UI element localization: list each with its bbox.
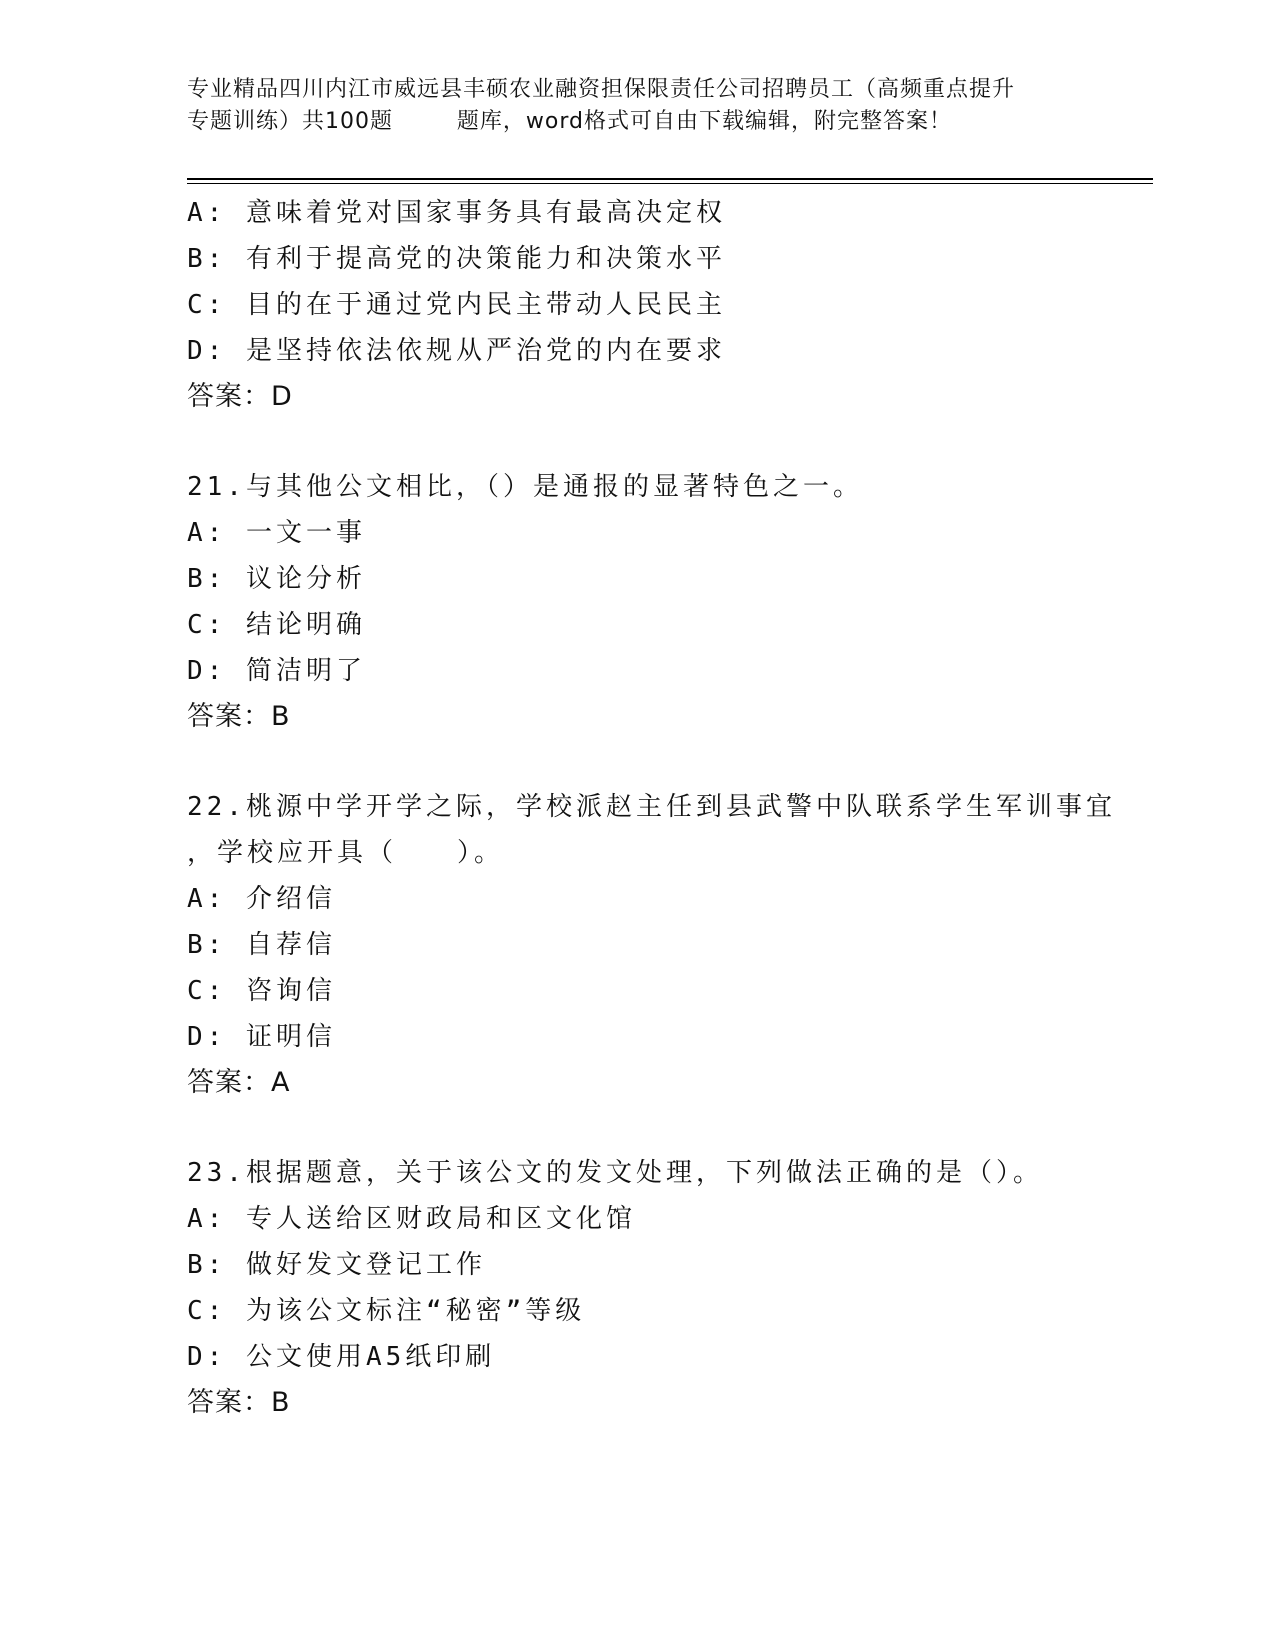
option-b: B: 自荐信 (187, 930, 336, 960)
header-line-2: 专题训练）共100题 题库，word格式可自由下载编辑，附完整答案！ (187, 109, 953, 134)
document-header (187, 74, 1087, 138)
option-a: A: 意味着党对国家事务具有最高决定权 (187, 198, 726, 228)
question-stem: 21.与其他公文相比，（）是通报的显著特色之一。 (187, 472, 863, 502)
question-block-20 (187, 190, 1147, 420)
option-d: D: 简洁明了 (187, 656, 366, 686)
option-c: C: 目的在于通过党内民主带动人民民主 (187, 290, 726, 320)
option-b: B: 有利于提高党的决策能力和决策水平 (187, 244, 726, 274)
question-block-23 (187, 1150, 1147, 1426)
header-line-1: 专业精品四川内江市威远县丰硕农业融资担保限责任公司招聘员工（高频重点提升 (187, 77, 1016, 102)
answer-line: 答案：D (187, 381, 293, 412)
option-d: D: 公文使用A5纸印刷 (187, 1342, 496, 1372)
question-stem: 22.桃源中学开学之际，学校派赵主任到县武警中队联系学生军训事宜 (187, 792, 1116, 822)
question-stem-continued: ，学校应开具（ ）。 (187, 838, 505, 868)
option-d: D: 证明信 (187, 1022, 336, 1052)
question-block-22 (187, 784, 1147, 1106)
question-stem: 23.根据题意，关于该公文的发文处理，下列做法正确的是（）。 (187, 1158, 1043, 1188)
answer-line: 答案：B (187, 701, 291, 732)
header-rule-thin (187, 183, 1153, 184)
header-rule-thick (187, 178, 1153, 180)
option-c: C: 结论明确 (187, 610, 366, 640)
option-d: D: 是坚持依法依规从严治党的内在要求 (187, 336, 726, 366)
option-c: C: 咨询信 (187, 976, 336, 1006)
option-c: C: 为该公文标注“秘密”等级 (187, 1296, 586, 1326)
option-b: B: 议论分析 (187, 564, 366, 594)
document-body (187, 190, 1147, 1426)
answer-line: 答案：B (187, 1387, 291, 1418)
option-a: A: 专人送给区财政局和区文化馆 (187, 1204, 636, 1234)
option-a: A: 介绍信 (187, 884, 336, 914)
option-a: A: 一文一事 (187, 518, 366, 548)
option-b: B: 做好发文登记工作 (187, 1250, 486, 1280)
answer-line: 答案：A (187, 1067, 291, 1098)
question-block-21 (187, 464, 1147, 740)
